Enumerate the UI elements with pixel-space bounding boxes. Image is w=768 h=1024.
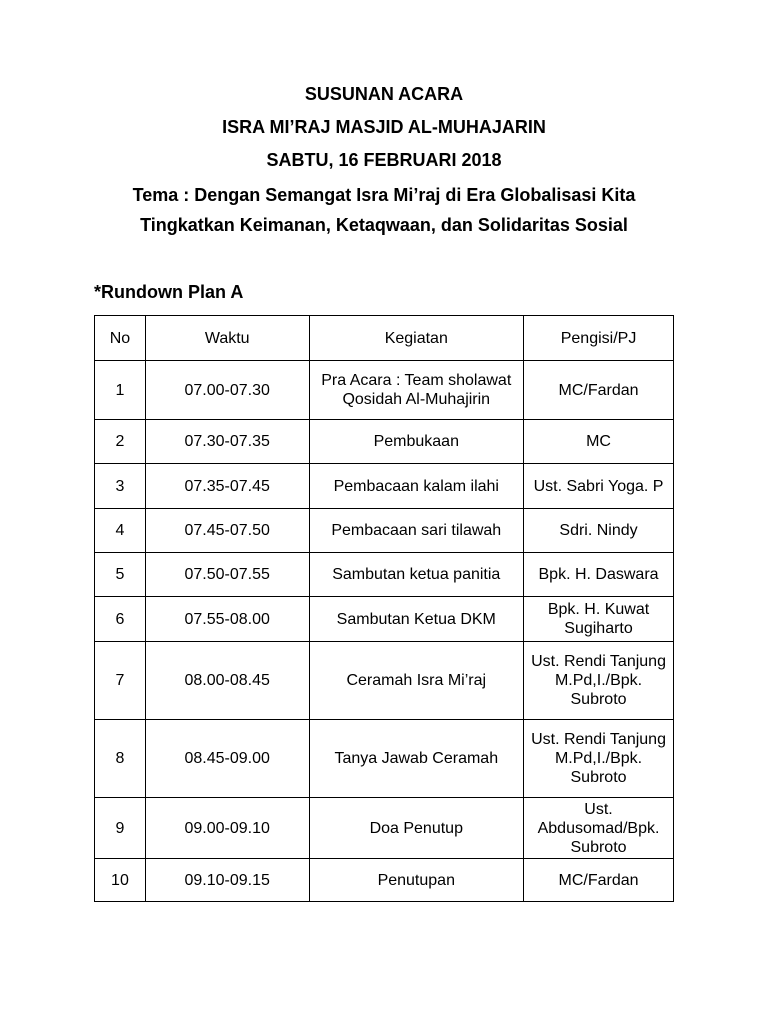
row-time: 07.55-08.00 <box>145 597 309 642</box>
row-activity: Tanya Jawab Ceramah <box>309 720 524 798</box>
row-activity: Doa Penutup <box>309 798 524 859</box>
event-theme-line-1: Tema : Dengan Semangat Isra Mi’raj di Era Globalisasi Kita <box>132 185 636 205</box>
row-no: 9 <box>95 798 146 859</box>
row-pj: Ust. Abdusomad/Bpk. Subroto <box>524 798 674 859</box>
event-title: ISRA MI’RAJ MASJID AL-MUHAJARIN <box>222 117 546 137</box>
row-time: 07.35-07.45 <box>145 464 309 509</box>
event-theme-line-2: Tingkatkan Keimanan, Ketaqwaan, dan Solidaritas Sosial <box>140 215 628 235</box>
row-no: 6 <box>95 597 146 642</box>
header-pj: Pengisi/PJ <box>524 316 674 361</box>
table-row <box>95 859 674 902</box>
table-row <box>95 798 674 859</box>
row-activity: Sambutan Ketua DKM <box>309 597 524 642</box>
row-pj: Ust. Rendi Tanjung M.Pd,I./Bpk. Subroto <box>524 720 674 798</box>
event-date: SABTU, 16 FEBRUARI 2018 <box>266 150 502 170</box>
row-activity: Ceramah Isra Mi’raj <box>309 642 524 720</box>
table-row <box>95 420 674 464</box>
row-no: 5 <box>95 553 146 597</box>
row-pj: Sdri. Nindy <box>524 509 674 553</box>
header-no: No <box>95 316 146 361</box>
row-activity: Pembukaan <box>309 420 524 464</box>
row-no: 7 <box>95 642 146 720</box>
row-pj: MC/Fardan <box>524 859 674 902</box>
table-row <box>95 553 674 597</box>
row-time: 07.00-07.30 <box>145 361 309 420</box>
row-no: 4 <box>95 509 146 553</box>
row-no: 10 <box>95 859 146 902</box>
row-no: 2 <box>95 420 146 464</box>
row-pj: MC/Fardan <box>524 361 674 420</box>
row-activity: Penutupan <box>309 859 524 902</box>
row-no: 1 <box>95 361 146 420</box>
rundown-table <box>94 315 674 902</box>
table-row <box>95 361 674 420</box>
doc-title: SUSUNAN ACARA <box>304 84 464 104</box>
row-pj: Ust. Rendi Tanjung M.Pd,I./Bpk. Subroto <box>524 642 674 720</box>
row-time: 07.45-07.50 <box>145 509 309 553</box>
row-activity: Pembacaan sari tilawah <box>309 509 524 553</box>
row-activity: Pembacaan kalam ilahi <box>309 464 524 509</box>
table-row <box>95 720 674 798</box>
row-time: 09.00-09.10 <box>145 798 309 859</box>
table-row <box>95 642 674 720</box>
rundown-title: *Rundown Plan A <box>94 282 244 302</box>
row-time: 07.50-07.55 <box>145 553 309 597</box>
row-activity: Sambutan ketua panitia <box>309 553 524 597</box>
row-time: 09.10-09.15 <box>145 859 309 902</box>
table-row <box>95 509 674 553</box>
row-time: 07.30-07.35 <box>145 420 309 464</box>
header-activity: Kegiatan <box>309 316 524 361</box>
row-no: 8 <box>95 720 146 798</box>
row-pj: MC <box>524 420 674 464</box>
header-time: Waktu <box>145 316 309 361</box>
row-time: 08.45-09.00 <box>145 720 309 798</box>
row-activity: Pra Acara : Team sholawat Qosidah Al-Muhajirin <box>309 361 524 420</box>
table-row <box>95 464 674 509</box>
row-pj: Ust. Sabri Yoga. P <box>524 464 674 509</box>
table-header-row <box>95 316 674 361</box>
document-header <box>0 84 768 237</box>
row-no: 3 <box>95 464 146 509</box>
row-pj: Bpk. H. Daswara <box>524 553 674 597</box>
row-pj: Bpk. H. Kuwat Sugiharto <box>524 597 674 642</box>
row-time: 08.00-08.45 <box>145 642 309 720</box>
table-row <box>95 597 674 642</box>
